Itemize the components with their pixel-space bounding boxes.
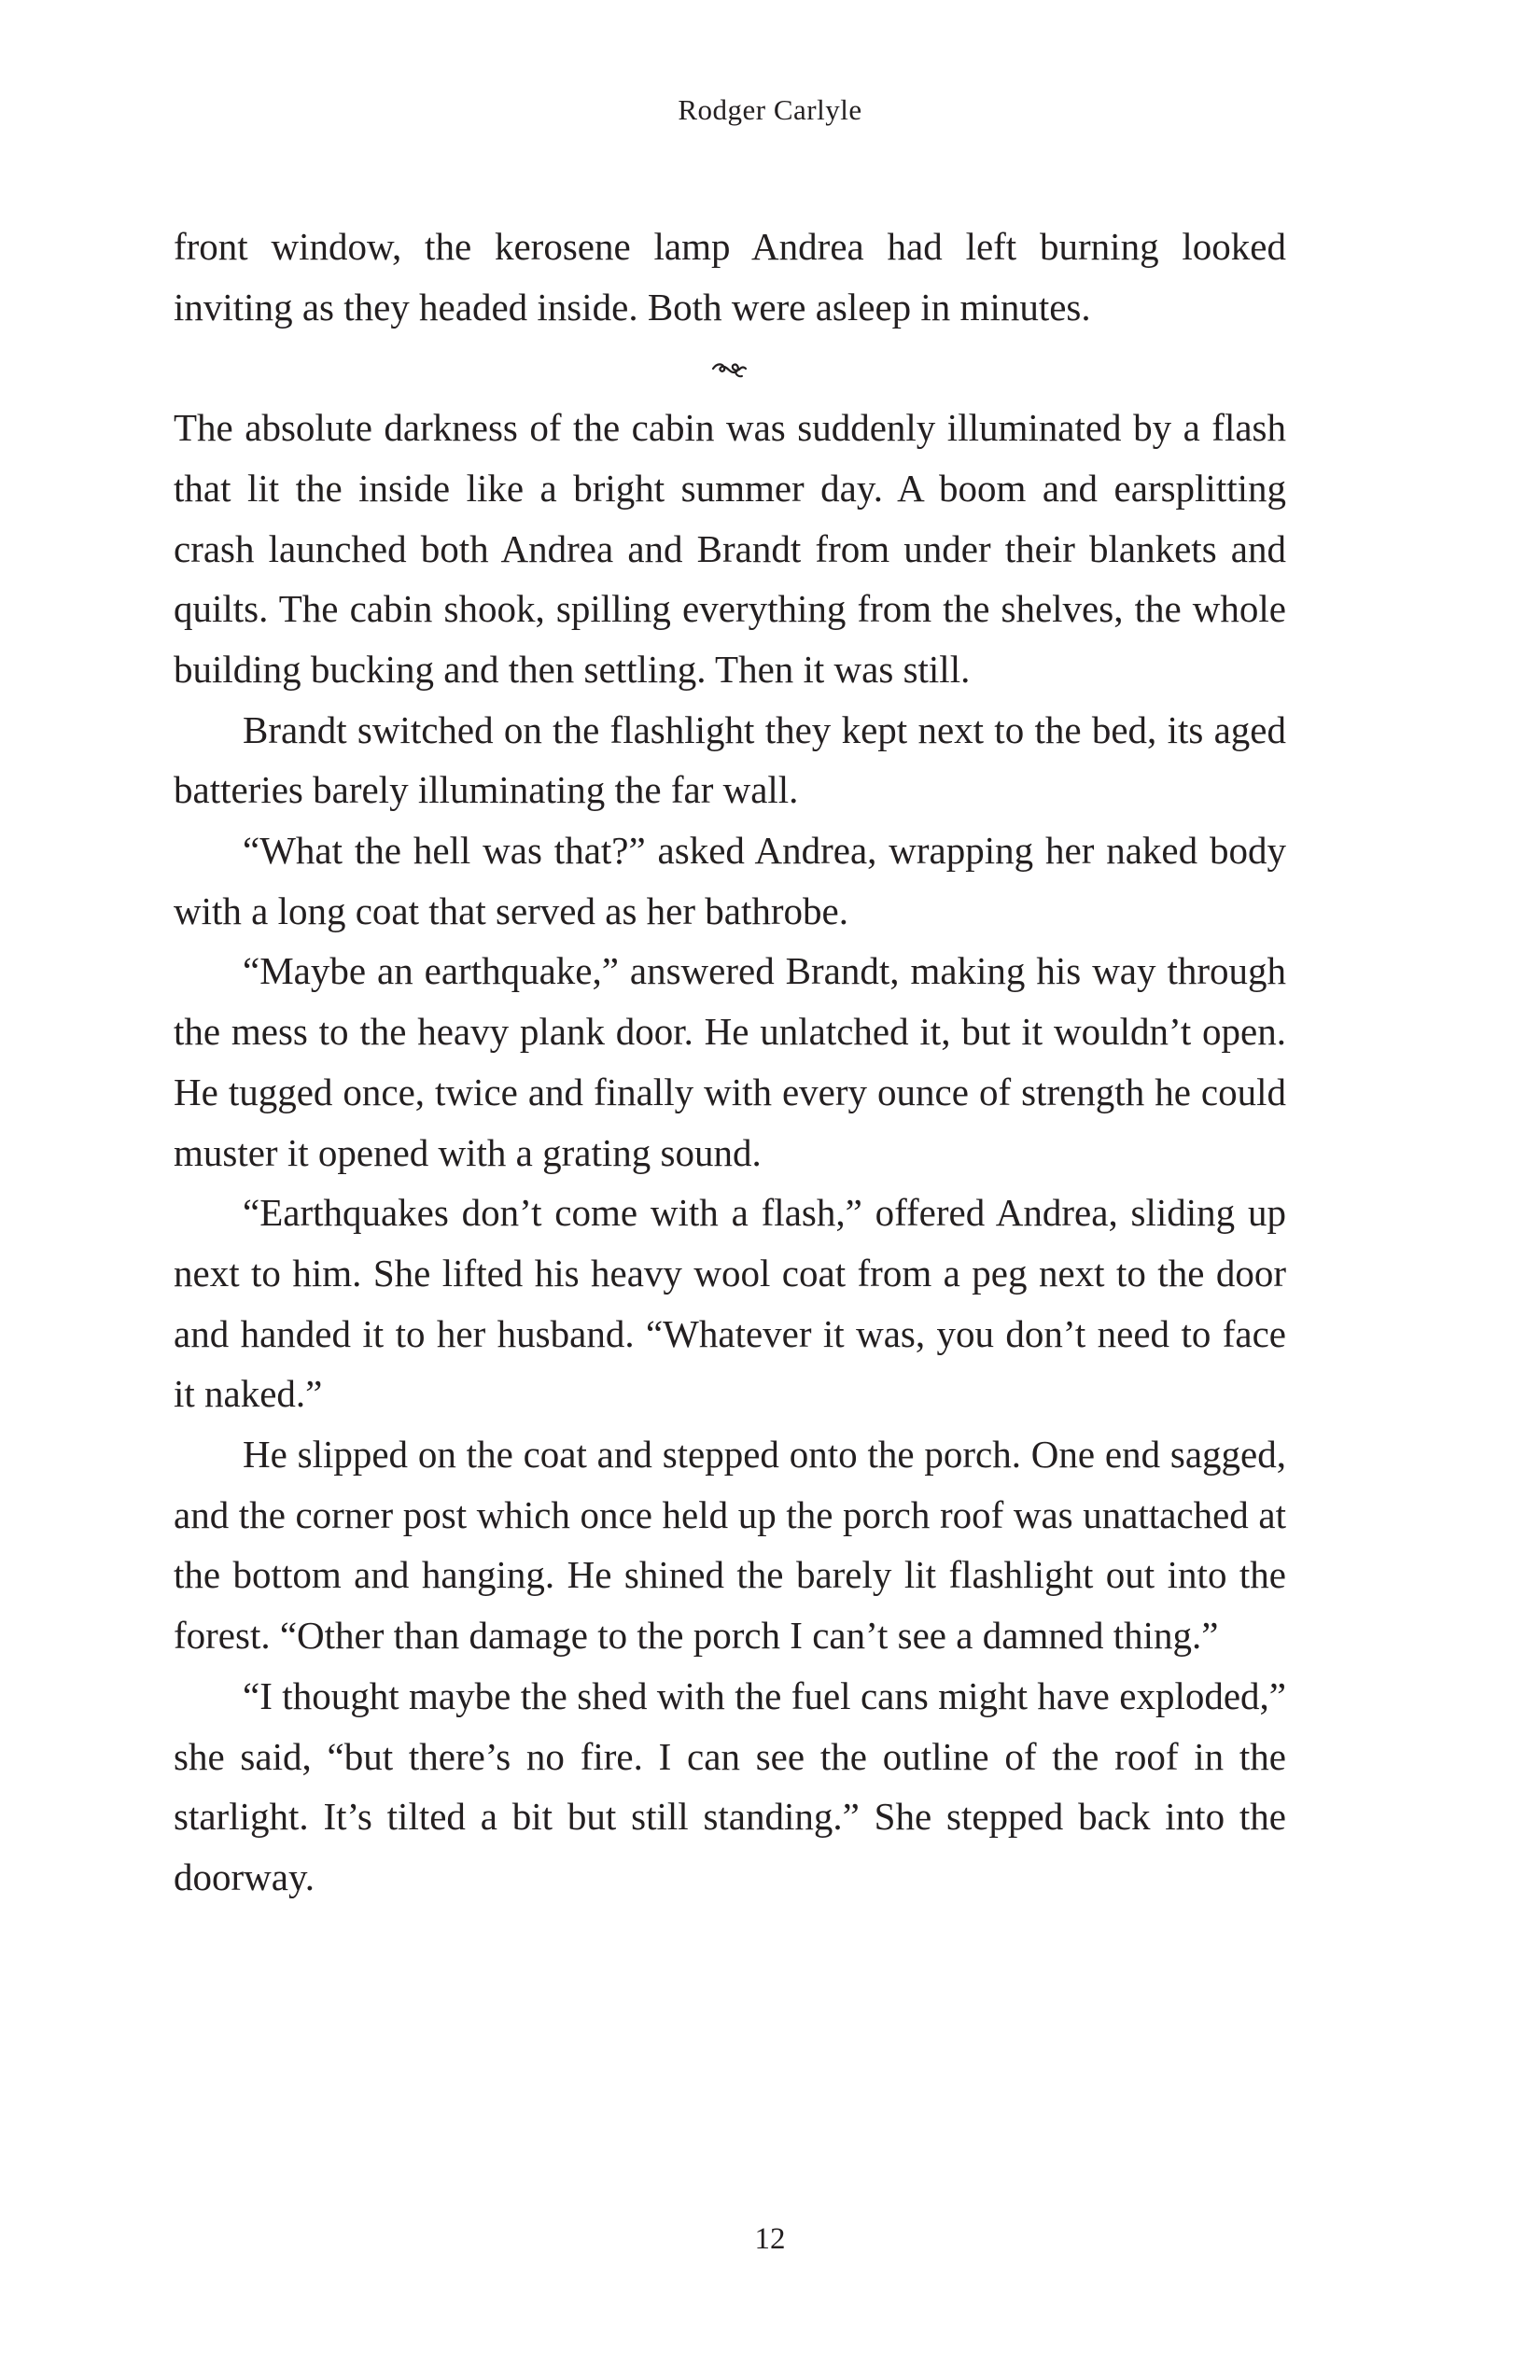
paragraph: “What the hell was that?” asked Andrea, wrapping her naked body with a long coat that served as her bathrobe. <box>174 829 1286 932</box>
body-text <box>174 217 1286 1908</box>
paragraph: He slipped on the coat and stepped onto the porch. One end sagged, and the corner post which once held up the porch roof was unattached at the bottom and hanging. He shined the barely lit flashlight out into the forest. “Other than damage to the porch I can’t see a damned thing.” <box>174 1433 1286 1658</box>
paragraph: “Maybe an earthquake,” answered Brandt, making his way through the mess to the heavy plank door. He unlatched it, but it wouldn’t open. He tugged once, twice and finally with every ounce of strength he could muster it opened with a grating sound. <box>174 949 1286 1174</box>
paragraph: Brandt switched on the flashlight they kept next to the bed, its aged batteries barely illuminating the far wall. <box>174 707 1286 812</box>
paragraph: front window, the kerosene lamp Andrea had left burning looked inviting as they headed inside. Both were asleep in minutes. <box>174 225 1286 329</box>
fleuron-icon <box>711 356 749 380</box>
paragraph: “Earthquakes don’t come with a flash,” offered Andrea, sliding up next to him. She lifted his heavy wool coat from a peg next to the door and handed it to her husband. “Whatever it was, you don’t need to face it naked.” <box>174 1191 1286 1416</box>
paragraph: The absolute darkness of the cabin was suddenly illuminated by a flash that lit the inside like a bright summer day. A boom and earsplitting crash launched both Andrea and Brandt from under their blankets and quilts. The cabin shook, spilling everything from the shelves, the whole building bucking and then settling. Then it was still. <box>174 406 1286 691</box>
paragraph: “I thought maybe the shed with the fuel cans might have exploded,” she said, “but there’s no fire. I can see the outline of the roof in the starlight. It’s tilted a bit but still standing.” She stepped back into the doorway. <box>174 1673 1286 1898</box>
running-head: Rodger Carlyle <box>678 93 862 126</box>
page-number: 12 <box>754 2222 786 2256</box>
section-break <box>174 337 1286 398</box>
